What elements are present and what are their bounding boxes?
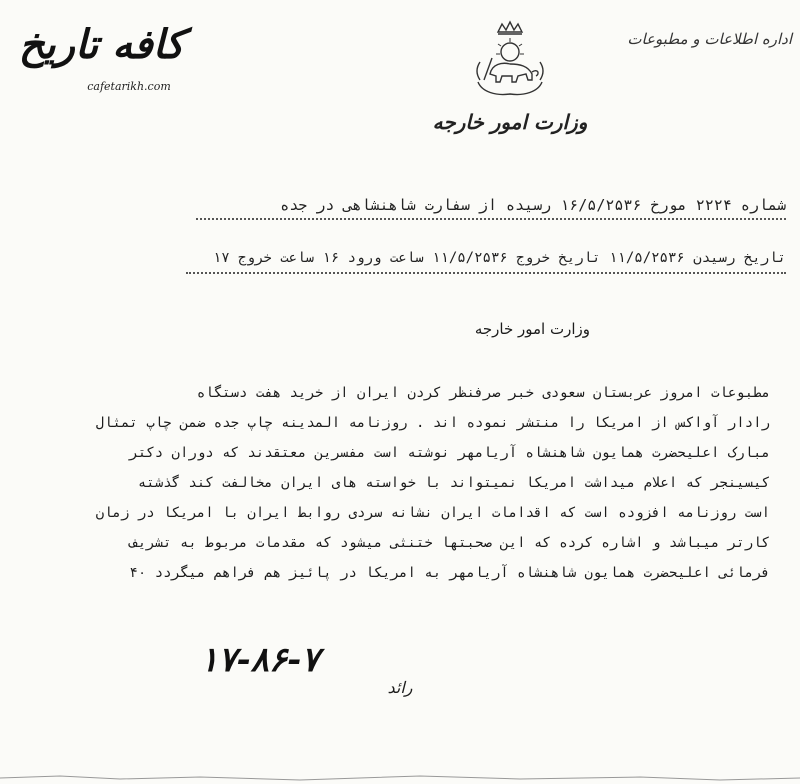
body-line: مطبوعات امروز عربستان سعودی خبر صرفنظر کردن ایران از خرید هفت دستگاه [196,385,770,401]
body-line: مبارک اعلیحضرت همایون شاهنشاه آریامهر نوشته است مفسرین معتقدند که دوران دکتر [129,445,770,461]
watermark-brand: کافه تاریخ [18,21,184,68]
lion-and-sun-emblem-icon [462,18,558,98]
body-line: کارتر میباشد و اشاره کرده که این صحبتها ختنثی میشود که مقدمات مربوط به تشریف [129,535,770,551]
signature: رائد [387,678,413,697]
addressee: وزارت امور خارجه [474,320,590,338]
handwritten-reference-number: ۱۷-۸۶-۷ [200,640,320,680]
reference-dotted-line-2 [186,272,786,274]
department-note: اداره اطلاعات و مطبوعات [627,30,792,48]
reference-line-2: تاریخ رسیدن ۱۱/۵/۲۵۳۶ تاریخ خروج ۱۱/۵/۲۵۳۶ ساعت ورود ۱۶ ساعت خروج ۱۷ [212,250,786,266]
reference-line-1: شماره ۲۲۲۴ مورخ ۱۶/۵/۲۵۳۶ رسیده از سفارت شاهنشاهی در جده [280,196,786,214]
body-line: رادار آواکس از امریکا را منتشر نموده اند . روزنامه المدینه چاپ جده ضمن چاپ تمثال [95,415,770,431]
watermark-logo [18,14,184,104]
page-edge-decoration [0,770,800,784]
telegram-body [95,378,770,588]
reference-dotted-line-1 [196,218,786,220]
body-line: فرمائی اعلیحضرت همایون شاهنشاه آریامهر به امریکا در پائیز هم فراهم میگردد ۴۰ [129,565,770,581]
ministry-header: وزارت امور خارجه [432,110,588,134]
watermark-site: cafetarikh.com [87,80,171,93]
body-line: است روزنامه افزوده است که اقدامات ایران نشانه سردی روابط ایران با امریکا در زمان [95,505,770,521]
body-line: کیسینجر که اعلام میداشت امریکا نمیتواند با خواسته های ایران مخالفت کند گذشته [137,475,770,491]
